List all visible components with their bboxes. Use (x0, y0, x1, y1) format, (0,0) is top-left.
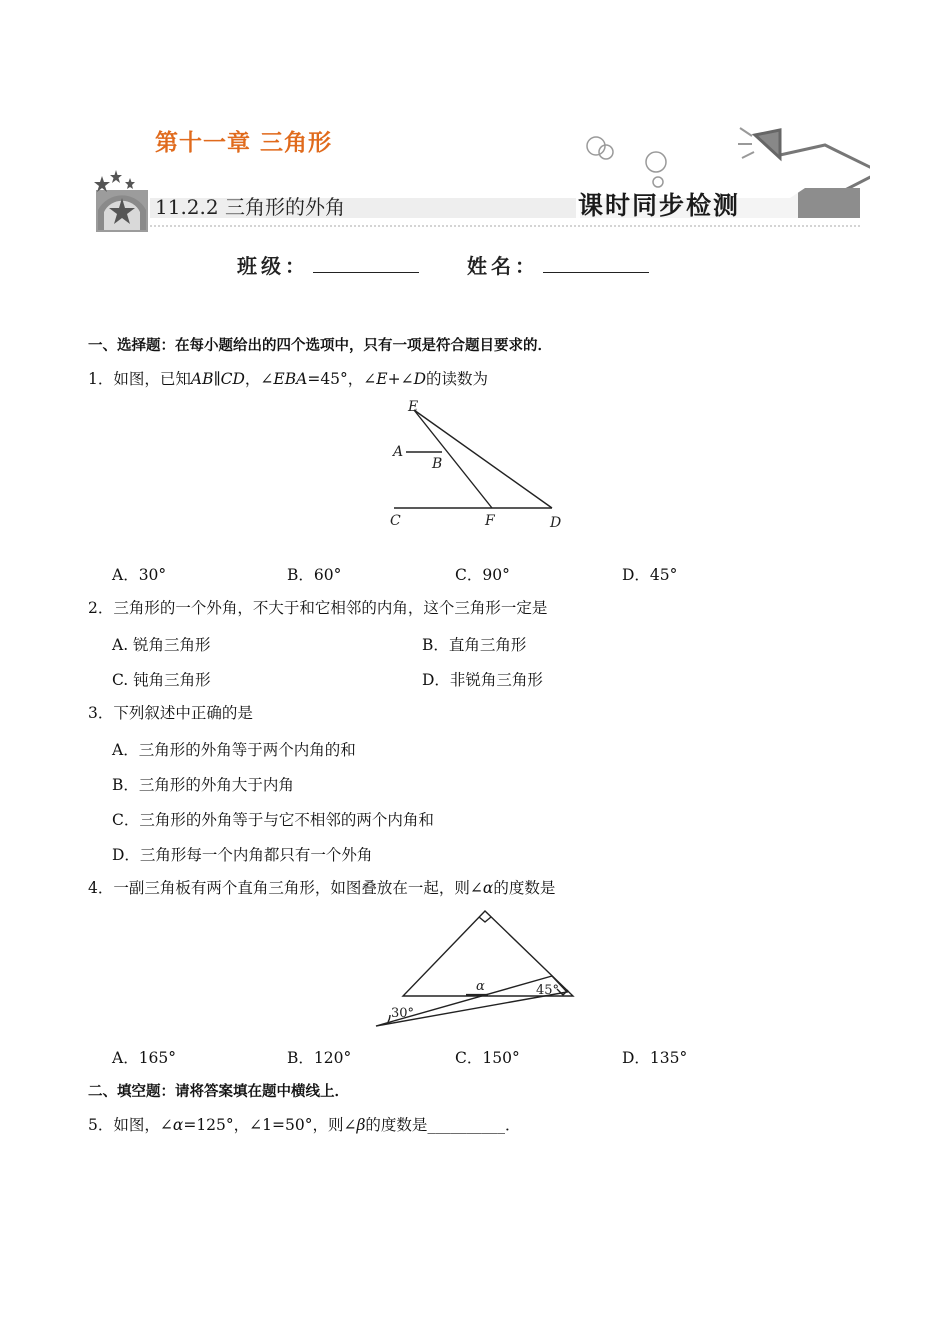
q2-option-c[interactable]: C. 钝角三角形 (112, 671, 211, 689)
q4-right-angle-mark (479, 917, 491, 922)
class-blank[interactable] (313, 254, 419, 273)
q1-label-f: F (485, 513, 495, 529)
q1-line-ef (414, 410, 492, 508)
name-blank[interactable] (543, 254, 649, 273)
brand-title: 课时同步检测 (578, 191, 741, 220)
choice-heading: 一、选择题：在每小题给出的四个选项中，只有一项是符合题目要求的． (88, 338, 552, 354)
q1-e: E (376, 370, 388, 388)
q2-option-b[interactable]: B．直角三角形 (422, 636, 527, 654)
q1-label-e: E (408, 399, 419, 415)
q5-answer-blank[interactable]: __________ (427, 1116, 505, 1134)
q1-option-b[interactable]: B．60° (287, 566, 342, 584)
q1-label-a: A (393, 444, 404, 460)
fill-heading: 二、填空题：请将答案填在题中横线上． (88, 1084, 349, 1100)
name-field (467, 250, 649, 279)
q1-text-e: 的读数为 (426, 370, 489, 388)
q1-text-c: =45°，∠ (307, 370, 377, 388)
q3-option-c[interactable]: C．三角形的外角等于与它不相邻的两个内角和 (112, 811, 434, 829)
q1-d: D (413, 370, 427, 388)
q2-option-d[interactable]: D．非锐角三角形 (422, 671, 543, 689)
q5-stem (88, 1115, 520, 1135)
q1-option-a[interactable]: A．30° (112, 566, 167, 584)
q4-figure (370, 905, 580, 1030)
bubbles-icon (587, 137, 666, 187)
q1-text-d: +∠ (387, 370, 414, 388)
q4-option-d[interactable]: D．135° (622, 1049, 688, 1067)
q5-text-b: =125°，∠1=50°，则∠ (183, 1116, 357, 1134)
q1-ab-cd: AB∥CD (190, 370, 245, 388)
q4-option-a[interactable]: A．165° (112, 1049, 177, 1067)
q4-alpha: α (482, 879, 494, 897)
q3-option-b[interactable]: B．三角形的外角大于内角 (112, 776, 294, 794)
q5-text-a: 5．如图，∠ (88, 1116, 173, 1134)
q1-label-d: D (550, 515, 562, 531)
q1-stem (88, 369, 488, 389)
q5-end: ． (504, 1116, 521, 1134)
q1-label-c: C (390, 513, 401, 529)
q1-option-d[interactable]: D．45° (622, 566, 678, 584)
q4-stem (88, 878, 555, 898)
q2-stem: 2．三角形的一个外角，不大于和它相邻的内角，这个三角形一定是 (88, 599, 548, 617)
q3-option-a[interactable]: A．三角形的外角等于两个内角的和 (112, 741, 356, 759)
class-field (237, 250, 419, 279)
q1-number: 1． (88, 370, 114, 388)
q1-eba: EBA (273, 370, 308, 388)
q4-label-alpha: α (476, 979, 485, 994)
q5-text-c: 的度数是 (365, 1116, 428, 1134)
q5-alpha: α (172, 1116, 184, 1134)
name-label: 姓名： (467, 254, 539, 278)
q5-beta: β (356, 1116, 366, 1134)
class-label: 班级： (237, 254, 309, 278)
section-title: 11.2.2 三角形的外角 (155, 195, 345, 219)
q1-label-b: B (432, 456, 443, 472)
chapter-title: 第十一章 三角形 (155, 130, 333, 156)
q4-label-30: 30° (391, 1006, 415, 1021)
q4-option-c[interactable]: C．150° (455, 1049, 520, 1067)
q4-option-b[interactable]: B．120° (287, 1049, 352, 1067)
q3-stem: 3．下列叙述中正确的是 (88, 704, 253, 722)
q3-option-d[interactable]: D．三角形每一个内角都只有一个外角 (112, 846, 373, 864)
q1-text-b: ，∠ (244, 370, 274, 388)
q4-text-a: 4．一副三角板有两个直角三角形，如图叠放在一起，则∠ (88, 879, 483, 897)
q4-text-b: 的度数是 (493, 879, 556, 897)
q2-option-a[interactable]: A. 锐角三角形 (112, 636, 211, 654)
q4-label-45: 45° (536, 983, 560, 998)
q1-text-a: 如图，已知 (113, 370, 191, 388)
q1-option-c[interactable]: C．90° (455, 566, 510, 584)
q1-figure (380, 395, 580, 535)
